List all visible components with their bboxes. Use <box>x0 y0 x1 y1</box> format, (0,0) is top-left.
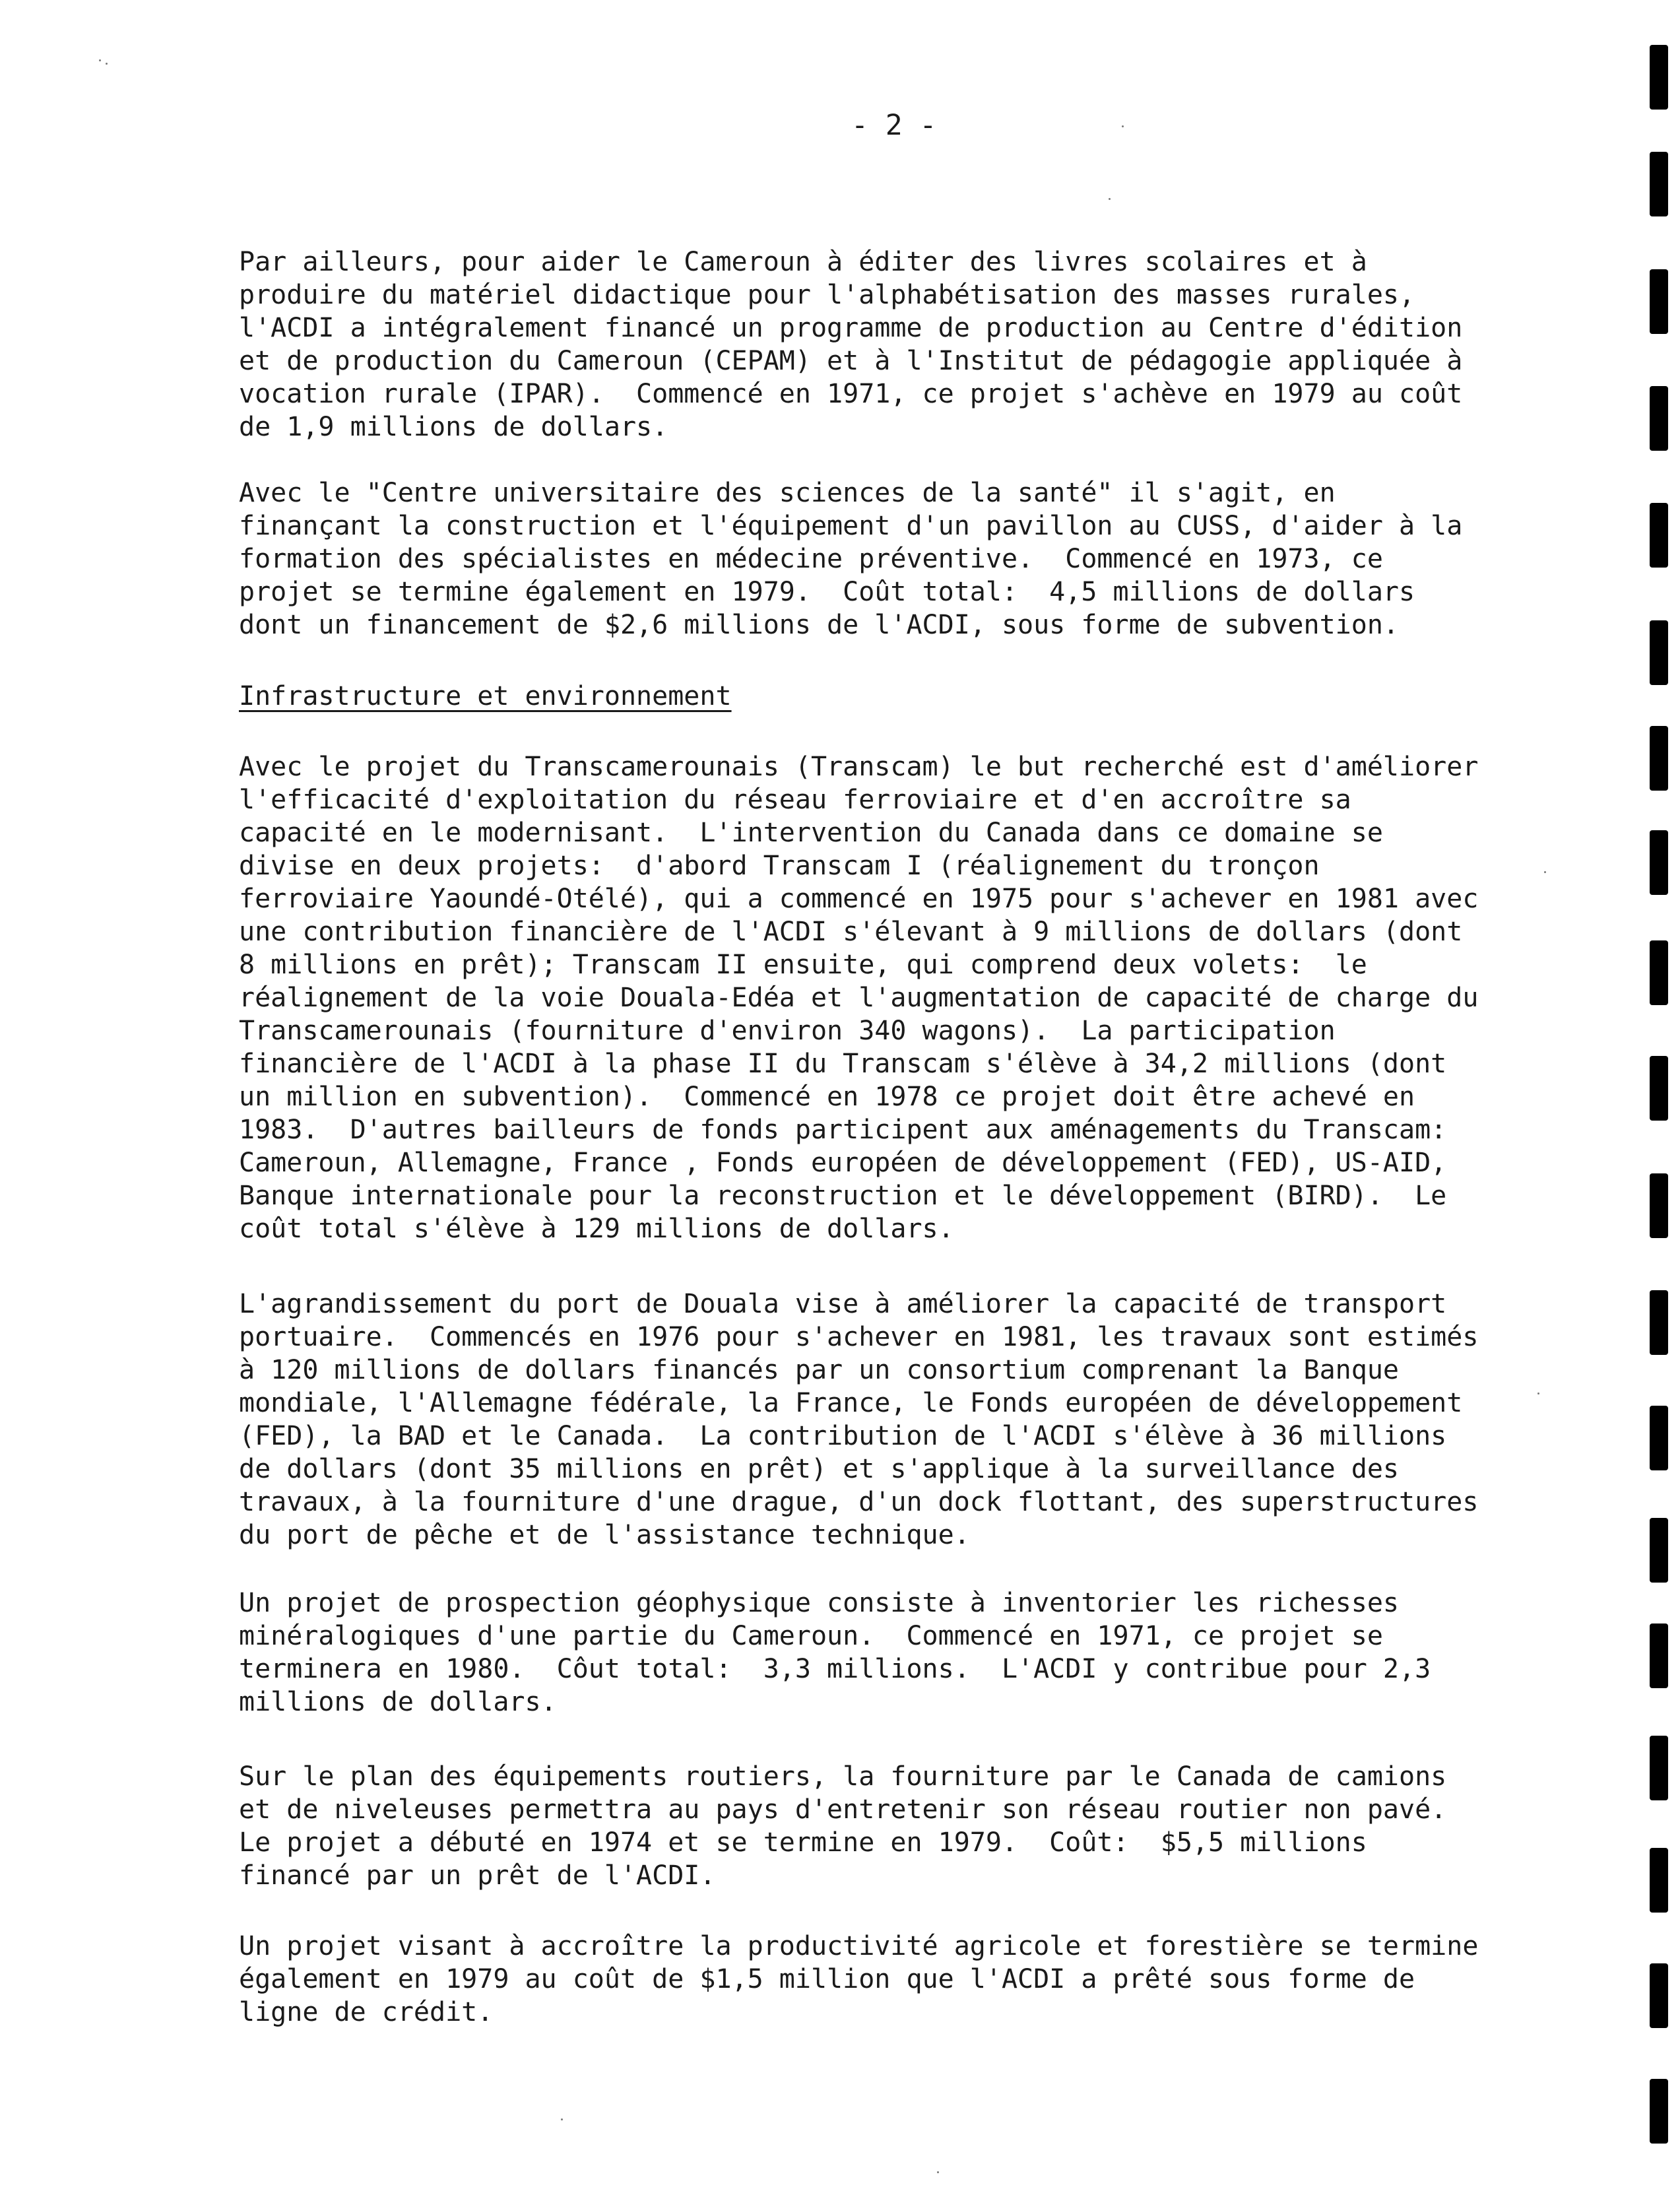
punch-hole-mark <box>1650 1406 1668 1470</box>
punch-hole-mark <box>1650 503 1668 568</box>
text-line: et de niveleuses permettra au pays d'entretenir son réseau routier non pavé. <box>239 1794 1447 1825</box>
scan-speck <box>1537 1393 1539 1394</box>
text-line: L'agrandissement du port de Douala vise à améliorer la capacité de transport <box>239 1289 1447 1319</box>
text-line: financière de l'ACDI à la phase II du Transcam s'élève à 34,2 millions (dont <box>239 1049 1447 1079</box>
punch-hole-mark <box>1650 386 1668 451</box>
text-line: coût total s'élève à 129 millions de dollars. <box>239 1214 954 1244</box>
text-line: 1983. D'autres bailleurs de fonds participent aux aménagements du Transcam: <box>239 1115 1447 1145</box>
text-line: réalignement de la voie Douala-Edéa et l'augmentation de capacité de charge du <box>239 983 1479 1013</box>
text-line: Transcamerounais (fourniture d'environ 340 wagons). La participation <box>239 1016 1336 1046</box>
punch-hole-mark <box>1650 1290 1668 1355</box>
text-line: un million en subvention). Commencé en 1978 ce projet doit être achevé en <box>239 1082 1415 1112</box>
punch-hole-mark <box>1650 830 1668 895</box>
punch-hole-mark <box>1650 1056 1668 1121</box>
punch-hole-mark <box>1650 152 1668 216</box>
text-line: Un projet visant à accroître la productivité agricole et forestière se termine <box>239 1931 1479 1961</box>
punch-hole-mark <box>1650 45 1668 110</box>
text-line: ferroviaire Yaoundé-Otélé), qui a commencé en 1975 pour s'achever en 1981 avec <box>239 884 1479 914</box>
section-heading: Infrastructure et environnement <box>239 681 732 711</box>
text-line: Banque internationale pour la reconstruction et le développement (BIRD). Le <box>239 1181 1447 1211</box>
punch-hole-mark <box>1650 726 1668 791</box>
text-line: ligne de crédit. <box>239 1997 494 2027</box>
punch-hole-mark <box>1650 1736 1668 1800</box>
text-line: vocation rurale (IPAR). Commencé en 1971, ce projet s'achève en 1979 au coût <box>239 379 1463 409</box>
text-line: Avec le projet du Transcamerounais (Transcam) le but recherché est d'améliorer <box>239 752 1479 782</box>
punch-hole-mark <box>1650 620 1668 685</box>
text-line: minéralogiques d'une partie du Cameroun. Commencé en 1971, ce projet se <box>239 1621 1383 1651</box>
text-line: l'ACDI a intégralement financé un programme de production au Centre d'édition <box>239 313 1463 343</box>
text-line: de dollars (dont 35 millions en prêt) et s'applique à la surveillance des <box>239 1454 1399 1484</box>
text-line: également en 1979 au coût de $1,5 million que l'ACDI a prêté sous forme de <box>239 1964 1415 1994</box>
scan-speck <box>937 2171 939 2173</box>
text-line: finançant la construction et l'équipement d'un pavillon au CUSS, d'aider à la <box>239 511 1463 541</box>
text-line: produire du matériel didactique pour l'alphabétisation des masses rurales, <box>239 280 1415 310</box>
punch-hole-mark <box>1650 1963 1668 2028</box>
punch-hole-mark <box>1650 269 1668 334</box>
punch-hole-mark <box>1650 1173 1668 1238</box>
text-line: de 1,9 millions de dollars. <box>239 412 668 442</box>
punch-hole-mark <box>1650 1848 1668 1913</box>
text-line: l'efficacité d'exploitation du réseau ferroviaire et d'en accroître sa <box>239 785 1351 815</box>
text-line: Un projet de prospection géophysique consiste à inventorier les richesses <box>239 1588 1399 1618</box>
text-line: Le projet a débuté en 1974 et se termine en 1979. Coût: $5,5 millions <box>239 1827 1367 1858</box>
text-line: Sur le plan des équipements routiers, la fourniture par le Canada de camions <box>239 1761 1447 1792</box>
page-number: - 2 - <box>851 109 937 142</box>
text-line: 8 millions en prêt); Transcam II ensuite, qui comprend deux volets: le <box>239 950 1367 980</box>
text-line: divise en deux projets: d'abord Transcam I (réalignement du tronçon <box>239 851 1320 881</box>
text-line: formation des spécialistes en médecine préventive. Commencé en 1973, ce <box>239 544 1383 574</box>
scan-speck <box>1544 871 1546 873</box>
text-line: terminera en 1980. Côut total: 3,3 millions. L'ACDI y contribue pour 2,3 <box>239 1654 1431 1684</box>
scan-speck <box>561 2118 563 2120</box>
punch-hole-mark <box>1650 1623 1668 1688</box>
text-line: Avec le "Centre universitaire des sciences de la santé" il s'agit, en <box>239 478 1336 508</box>
text-line: portuaire. Commencés en 1976 pour s'achever en 1981, les travaux sont estimés <box>239 1322 1479 1352</box>
text-line: capacité en le modernisant. L'intervention du Canada dans ce domaine se <box>239 818 1383 848</box>
text-line: (FED), la BAD et le Canada. La contribution de l'ACDI s'élève à 36 millions <box>239 1421 1447 1451</box>
punch-hole-mark <box>1650 1518 1668 1583</box>
scan-speck <box>99 59 101 61</box>
punch-hole-mark <box>1650 940 1668 1005</box>
text-line: une contribution financière de l'ACDI s'élevant à 9 millions de dollars (dont <box>239 917 1463 947</box>
text-line: mondiale, l'Allemagne fédérale, la France, le Fonds européen de développement <box>239 1388 1463 1418</box>
scan-speck <box>1122 125 1124 127</box>
text-line: projet se termine également en 1979. Coût total: 4,5 millions de dollars <box>239 577 1415 607</box>
scan-speck <box>106 63 108 65</box>
text-line: Cameroun, Allemagne, France , Fonds européen de développement (FED), US-AID, <box>239 1148 1447 1178</box>
text-line: travaux, à la fourniture d'une drague, d'un dock flottant, des superstructures <box>239 1487 1479 1517</box>
scan-speck <box>1109 198 1111 200</box>
text-line: du port de pêche et de l'assistance technique. <box>239 1520 970 1550</box>
text-line: à 120 millions de dollars financés par un consortium comprenant la Banque <box>239 1355 1399 1385</box>
text-line: financé par un prêt de l'ACDI. <box>239 1860 716 1891</box>
punch-hole-mark <box>1650 2079 1668 2144</box>
text-line: millions de dollars. <box>239 1687 557 1717</box>
text-line: dont un financement de $2,6 millions de l'ACDI, sous forme de subvention. <box>239 610 1399 640</box>
text-line: Par ailleurs, pour aider le Cameroun à éditer des livres scolaires et à <box>239 247 1367 277</box>
text-line: et de production du Cameroun (CEPAM) et à l'Institut de pédagogie appliquée à <box>239 346 1463 376</box>
